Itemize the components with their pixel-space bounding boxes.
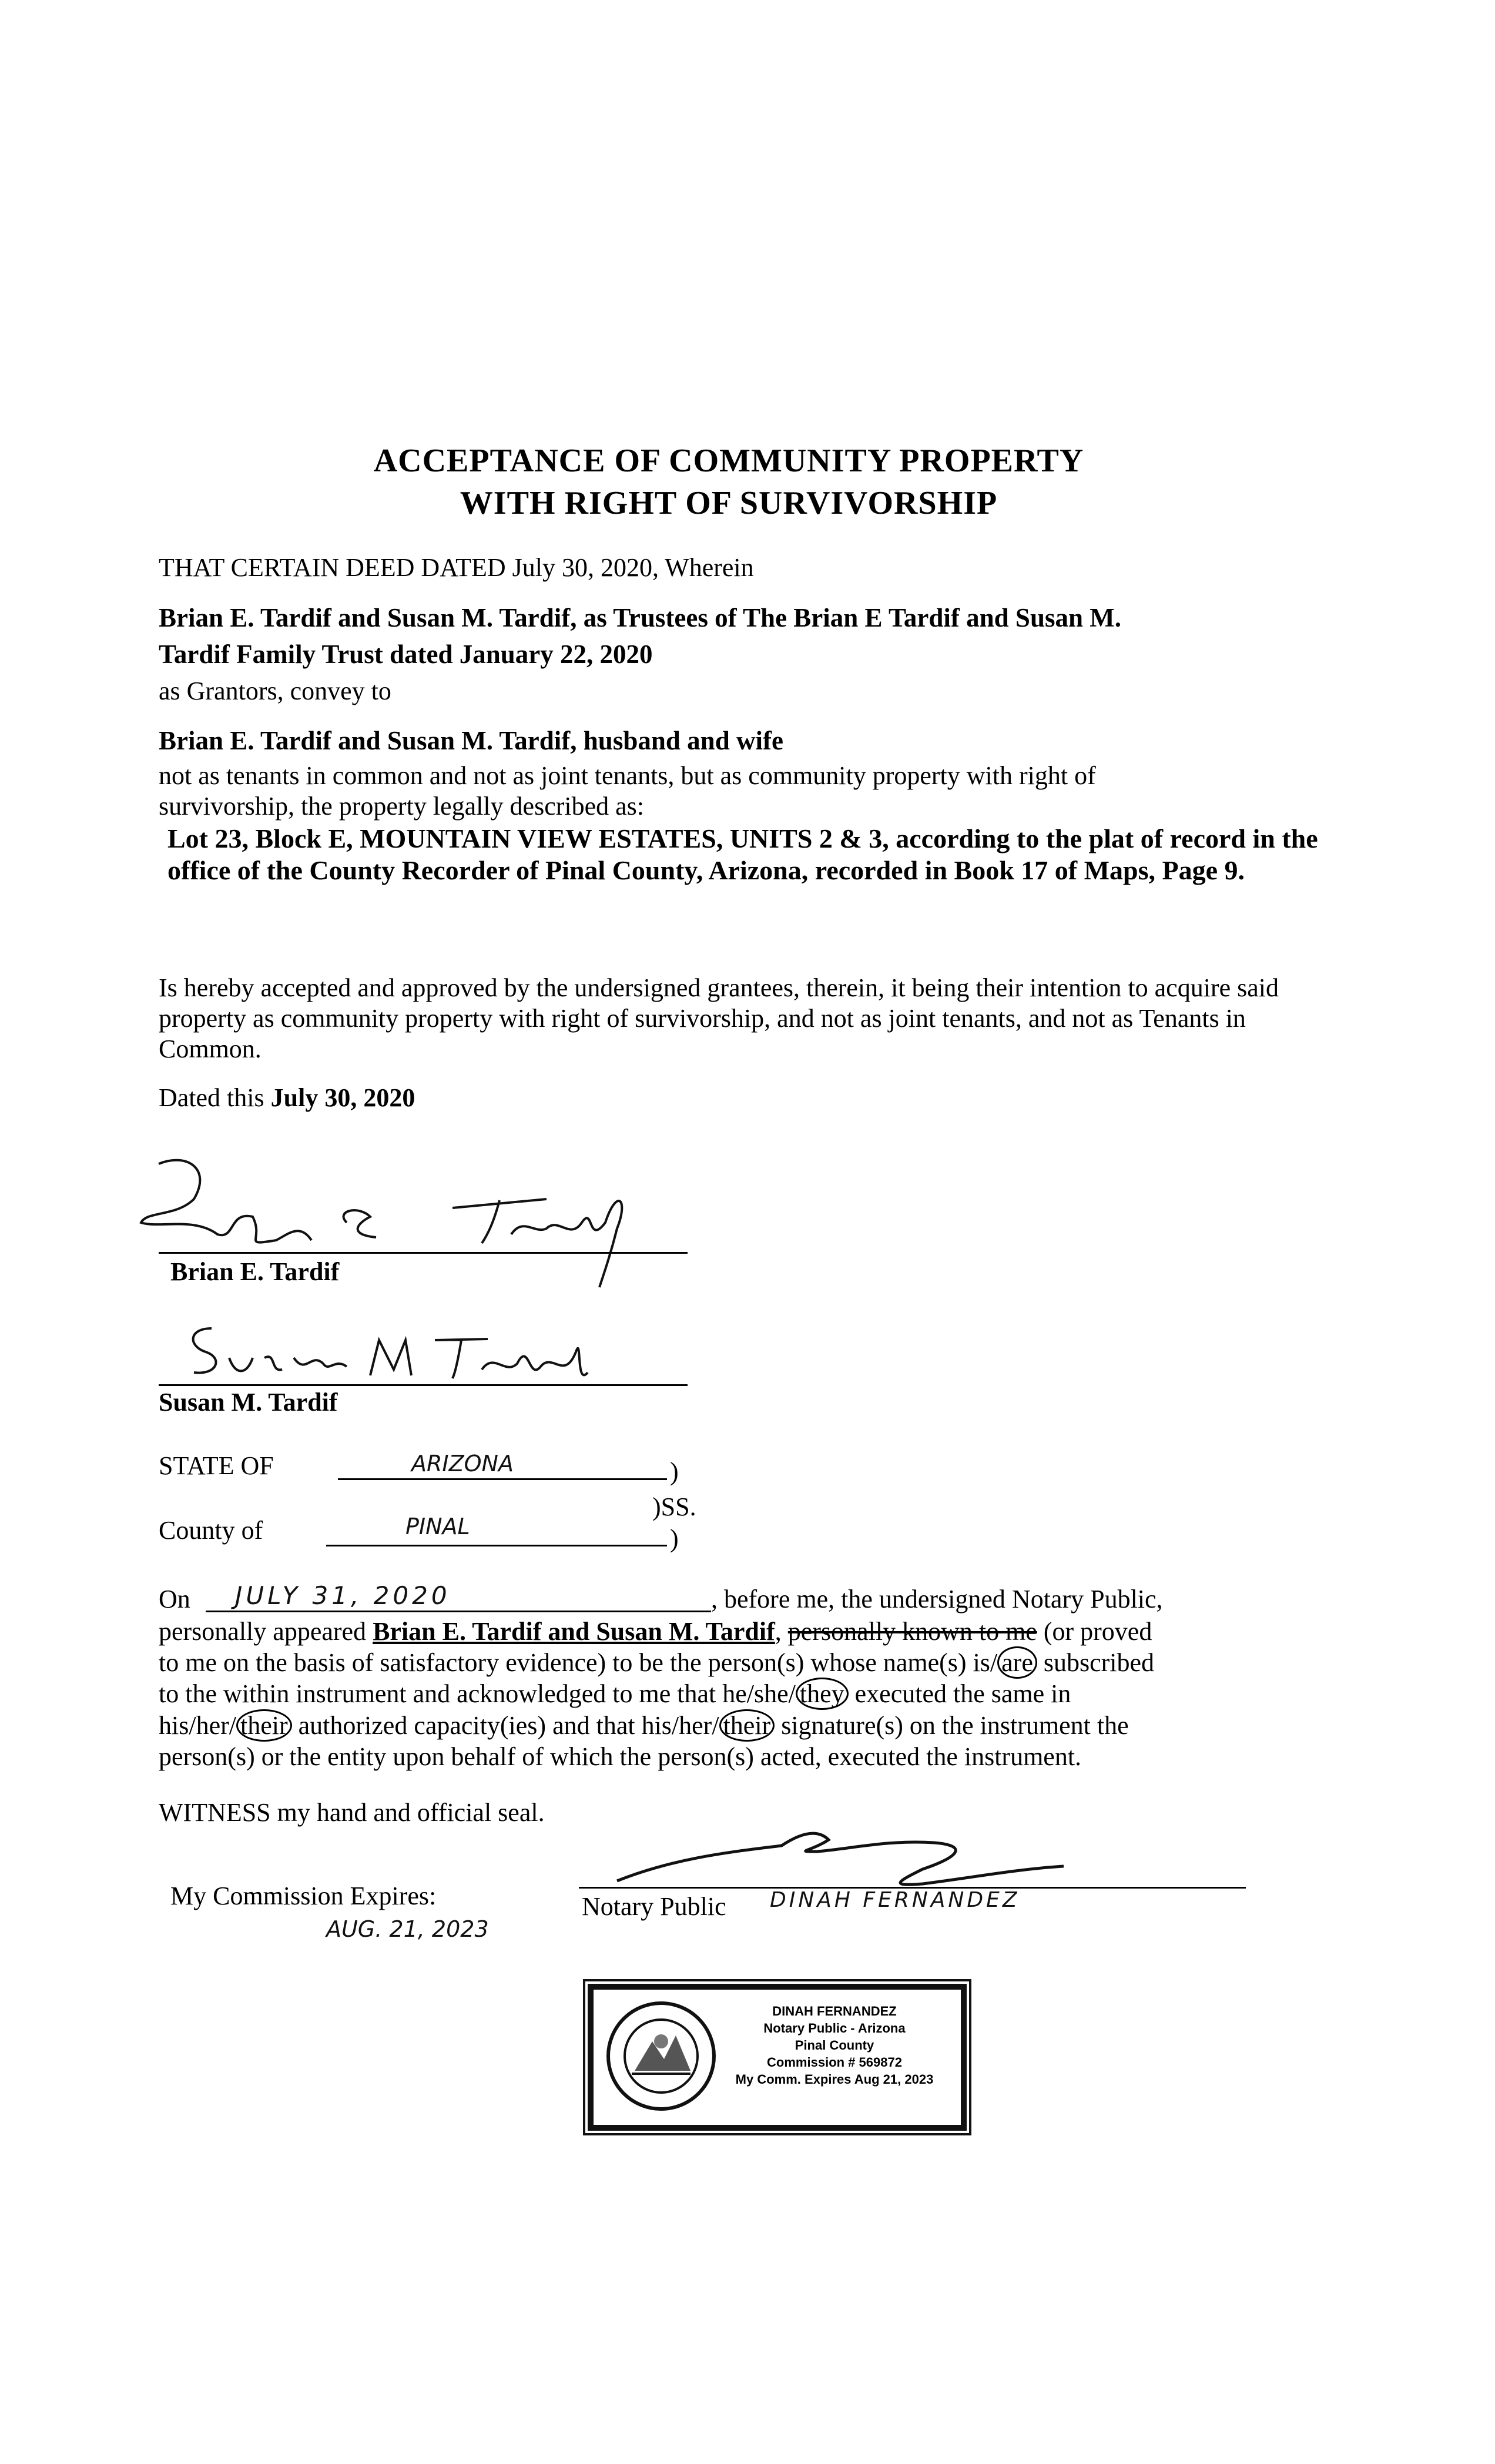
state-label: STATE OF <box>159 1451 274 1480</box>
state-paren: ) <box>670 1457 679 1486</box>
ack-line4 <box>159 1710 1129 1740</box>
ack-line2 <box>159 1648 1154 1678</box>
or-proved: (or proved <box>1037 1617 1152 1646</box>
deed-line: THAT CERTAIN DEED DATED July 30, 2020, Wherein <box>159 553 754 582</box>
dated-prefix: Dated this <box>159 1083 271 1112</box>
comma: , <box>775 1617 782 1646</box>
notary-public-label: Notary Public <box>582 1892 726 1921</box>
ack-line4-a: his/her/ <box>159 1711 236 1740</box>
on-date-value: JULY 31, 2020 <box>235 1581 451 1610</box>
ack-line3-b: executed the same in <box>848 1679 1071 1708</box>
brian-signature-line <box>159 1252 688 1254</box>
ack-line3 <box>159 1679 1071 1709</box>
county-paren: ) <box>670 1524 679 1553</box>
ss-label: )SS. <box>652 1492 696 1521</box>
county-line <box>326 1545 667 1546</box>
state-seal-icon <box>605 2000 717 2112</box>
ack-line2-b: subscribed <box>1037 1648 1155 1677</box>
circled-they: they <box>796 1678 849 1710</box>
commission-label: My Commission Expires: <box>170 1882 437 1910</box>
seal-line1: DINAH FERNANDEZ <box>772 2004 897 2018</box>
brian-name: Brian E. Tardif <box>170 1257 340 1286</box>
notary-public-value: DINAH FERNANDEZ <box>770 1888 1020 1912</box>
tenancy-line2: survivorship, the property legally described as: <box>159 792 645 821</box>
ack-line5: person(s) or the entity upon behalf of which the person(s) acted, executed the instrument. <box>159 1742 1082 1771</box>
on-date-line <box>206 1611 711 1612</box>
susan-name: Susan M. Tardif <box>159 1388 338 1417</box>
witness-line: WITNESS my hand and official seal. <box>159 1798 545 1827</box>
legal-description: Lot 23, Block E, MOUNTAIN VIEW ESTATES, UNITS 2 & 3, according to the plat of record in the office of the County Recorder of Pinal County, Arizona, recorded in Book 17 of Maps, Page 9. <box>167 823 1318 885</box>
county-label: County of <box>159 1516 263 1545</box>
ack-line4-b: authorized capacity(ies) and that his/her/ <box>291 1711 719 1740</box>
tenancy-line1: not as tenants in common and not as joint tenants, but as community property with right of <box>159 761 1096 790</box>
state-value: ARIZONA <box>411 1451 514 1477</box>
circled-their-2: their <box>719 1709 775 1742</box>
susan-signature-line <box>159 1384 688 1386</box>
circled-their-1: their <box>236 1709 292 1742</box>
ack-line3-a: to the within instrument and acknowledged to me that he/she/ <box>159 1679 796 1708</box>
dated-value: July 30, 2020 <box>270 1083 415 1112</box>
ack-line1 <box>159 1616 1152 1646</box>
notary-signature-image <box>605 1816 1087 1893</box>
dated-line <box>159 1083 415 1113</box>
acceptance-paragraph: Is hereby accepted and approved by the undersigned grantees, therein, it being their intention to acquire said property as community property with right of survivorship, and not as joint tenants, and not as Tenants in Common. <box>159 973 1279 1063</box>
notary-seal-stamp <box>588 1984 967 2131</box>
document-title-line1: ACCEPTANCE OF COMMUNITY PROPERTY <box>373 443 1084 479</box>
commission-value: AUG. 21, 2023 <box>326 1916 489 1942</box>
grantors-line2: Tardif Family Trust dated January 22, 2020 <box>159 640 653 669</box>
circled-are: are <box>997 1646 1037 1679</box>
before-me-text: , before me, the undersigned Notary Public, <box>711 1585 1163 1613</box>
ack-line2-a: to me on the basis of satisfactory evidence) to be the person(s) whose name(s) is/ <box>159 1648 998 1677</box>
state-line <box>338 1478 667 1480</box>
document-title-line2: WITH RIGHT OF SURVIVORSHIP <box>460 485 998 521</box>
appeared-names: Brian E. Tardif and Susan M. Tardif <box>373 1617 775 1646</box>
seal-line5: My Comm. Expires Aug 21, 2023 <box>735 2072 934 2087</box>
as-grantors: as Grantors, convey to <box>159 677 391 705</box>
seal-line4: Commission # 569872 <box>767 2055 902 2070</box>
ack-line4-c: signature(s) on the instrument the <box>775 1711 1129 1740</box>
seal-line2: Notary Public - Arizona <box>763 2021 906 2036</box>
seal-line3: Pinal County <box>795 2038 874 2053</box>
personally-appeared: personally appeared <box>159 1617 373 1646</box>
grantors-line1: Brian E. Tardif and Susan M. Tardif, as Trustees of The Brian E Tardif and Susan M. <box>159 603 1121 632</box>
susan-signature-image <box>176 1317 623 1393</box>
on-label: On <box>159 1585 190 1613</box>
county-value: PINAL <box>405 1514 470 1539</box>
grantees-line: Brian E. Tardif and Susan M. Tardif, husband and wife <box>159 726 783 755</box>
personally-known-struck: personally known to me <box>787 1617 1037 1646</box>
